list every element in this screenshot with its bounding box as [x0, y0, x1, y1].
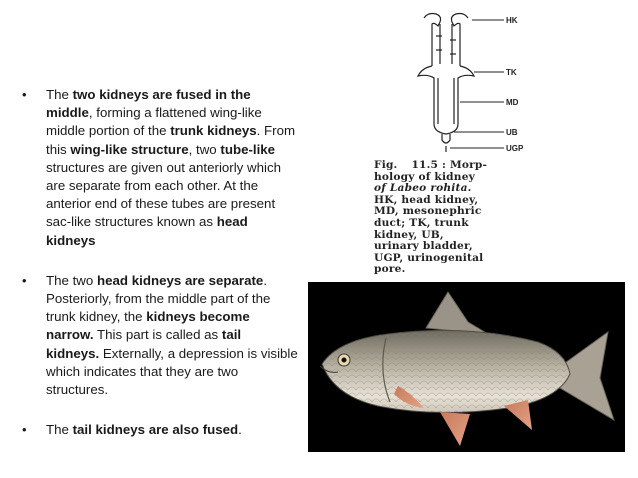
- body-text: .: [238, 422, 242, 438]
- caption-line: UGP, urinogenital: [374, 251, 484, 264]
- bullet-dot: •: [22, 87, 27, 102]
- bold-text: wing-like structure: [70, 141, 189, 157]
- bullet-list: [20, 86, 298, 457]
- caption-fig-label: Fig.: [374, 159, 398, 171]
- body-text: The: [46, 422, 73, 438]
- body-text: structures are given out anteriorly which are separate from each other. At the anterior end of these tubes are present sac-like structures known as: [46, 159, 282, 230]
- caption-line: duct; TK, trunk: [374, 216, 469, 229]
- bullet-item: [20, 272, 298, 399]
- caption-line: hology of kidney: [374, 170, 475, 183]
- bold-text: tube-like: [220, 141, 276, 157]
- bold-text: head kidneys: [46, 214, 248, 248]
- body-text: . Posteriorly, from the middle part of the trunk kidney, the: [46, 272, 271, 325]
- bold-text: tail kidneys are also fused: [72, 422, 239, 438]
- kidney-diagram: [372, 6, 572, 168]
- bold-text: head kidneys are separate: [97, 272, 264, 288]
- fish-photo: [308, 282, 625, 452]
- body-text: , forming a flattened wing-like middle portion of the: [46, 105, 262, 139]
- label-ugp: UGP: [506, 144, 524, 153]
- bullet-dot: •: [22, 422, 27, 438]
- caption-line: pore.: [374, 263, 406, 276]
- body-text: The: [46, 87, 73, 102]
- bullet-item: [20, 421, 298, 439]
- caption-line: kidney, UB,: [374, 228, 444, 241]
- label-hk: HK: [506, 16, 518, 25]
- label-ub: UB: [506, 128, 518, 137]
- bullet-text: [46, 273, 298, 397]
- caption-line: of Labeo rohita.: [374, 182, 472, 195]
- body-text: , two: [188, 141, 221, 157]
- bullet-dot: •: [22, 272, 27, 288]
- body-text: The two: [46, 272, 97, 288]
- bold-text: two kidneys are fused in the middle: [46, 87, 251, 121]
- bullet-text: [46, 87, 295, 248]
- caption-line: MD, mesonephric: [374, 205, 482, 218]
- label-tk: TK: [506, 68, 517, 77]
- body-text: This part is called as: [93, 327, 222, 343]
- caption-line-text: 11.5 : Morp-: [411, 159, 488, 171]
- bullet-item: [20, 86, 298, 250]
- bullet-text: [46, 422, 242, 437]
- caption-line: HK, head kidney,: [374, 193, 479, 206]
- body-text: Externally, a depression is visible which indicates that they are two structures.: [46, 345, 298, 398]
- caption-line: urinary bladder,: [374, 240, 473, 253]
- caption-line: [374, 160, 580, 172]
- bold-text: trunk kidneys: [170, 123, 257, 139]
- body-text: . From this: [46, 123, 296, 157]
- bold-text: kidneys become narrow.: [46, 309, 250, 343]
- label-md: MD: [506, 98, 519, 107]
- figure-caption: [374, 160, 580, 276]
- bold-text: tail kidneys.: [46, 327, 242, 361]
